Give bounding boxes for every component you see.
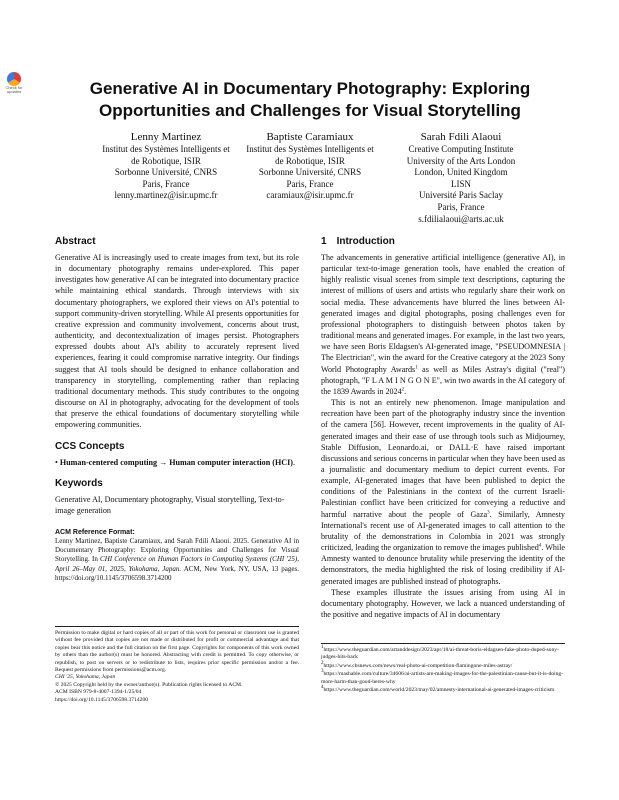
intro-paragraph-1 [321,252,565,397]
author-affiliation: Paris, France [437,201,485,212]
footnote-number: 4 [321,685,324,691]
author-affiliation: Paris, France [286,178,334,189]
permission-notice [55,626,299,704]
footnote-link[interactable]: https://www.theguardian.com/world/2023/may/02/amnesty-international-ai-generated-images-criticism [323,687,555,694]
footnote [321,687,565,694]
isbn-line: ACM ISBN 979-8-4007-1394-1/25/04 [55,689,142,696]
ccs-text: Human-centered computing → Human computer interaction (HCI) [59,457,293,467]
author-email[interactable]: s.fdilialaoui@arts.ac.uk [418,213,504,224]
acm-ref-part-b[interactable]: ACM, New York, NY, USA, 13 pages. https://doi.org/10.1145/3706598.3714200 [55,564,299,582]
author-affiliation: Université Paris Saclay [419,190,503,201]
author-affiliation: London, United Kingdom [414,167,508,178]
author-affiliation: Institut des Systèmes Intelligents et [246,144,374,154]
keywords-heading: Keywords [55,477,103,489]
check-for-updates-badge[interactable] [2,72,26,98]
footnote-number: 1 [321,645,324,651]
intro-paragraph-2 [321,397,565,587]
intro-p2-text-c: . While Amnesty wanted to denounce brutality while preserving the identity of the demonstrators, the media highlighted the risk of losing credibility if AI-generated images are published instead of photographs. [321,543,565,586]
footnote-ref-2[interactable]: 2 [401,387,405,393]
left-column [55,236,299,583]
author-affiliation: Institut des Systèmes Intelligents et [102,144,230,154]
badge-label-1: Check for [5,85,23,90]
footnote [321,660,565,670]
author-affiliation: Sorbonne Université, CNRS [114,167,218,178]
intro-p1-text-b: as well as Miles Astray's digital ("real") photograph, "F L A M I N G O N E", win two awards in the AI category of the 1839 Awards in 2024 [321,364,565,396]
ccs-bullet: • [55,457,58,467]
badge-label-2: updates [6,89,22,94]
author-3 [361,130,561,225]
acm-ref-part-a: Lenny Martinez, Baptiste Caramiaux, and Sarah Fdili Alaoui. 2025. Generative AI in Documentary Photography: Exploring Opportunities and Challenges for Visual Storytelling. In [55,536,299,564]
intro-p2-text-b: . Similarly, Amnesty International's recent use of AI-generated images to call attention to the brutality of the demonstrations in Colombia in 2021 was strongly criticized, leading the organization to remove the images published [321,509,565,553]
acm-ref-venue: CHI Conference on Human Factors in Computing Systems (CHI '25), April 26–May 01, 2025, Yokohama, Japan. [55,555,299,573]
intro-p1-text-c: . [404,386,407,396]
footnote [321,647,565,662]
footnote-link[interactable]: https://www.theguardian.com/artanddesign/2023/apr/18/ai-threat-boris-eldagsen-fake-photo-duped-sony-judges-hits-back [321,647,559,661]
abstract-text: Generative AI is increasingly used to create images from text, but its role in documentary photography remains under-explored. This paper investigates how generative AI can be integrated into documentary practice while maintaining ethical standards. Through interviews with six documentary photographers, we explored their views on AI's potential to support community-driven storytelling. While AI presents opportunities for creative expression and community involvement, concerns about trust, authenticity, and decontextualization of images persist. Photographers expressed doubts about AI's ability to accurately represent lived experiences, fearing it could compromise narrative integrity. Our findings suggest that AI tools should be designed to enhance collaboration and transparency in storytelling, complementing rather than replacing traditional documentary methods. This study contributes to the ongoing discourse on AI in photography, advocating for the development of tools that preserve the ethical foundations of documentary storytelling while empowering communities. [55,253,299,430]
right-column [321,236,565,620]
author-affiliation: Sorbonne Université, CNRS [258,167,362,178]
footnote-number: 2 [321,660,324,666]
footnote-ref-3[interactable]: 3 [487,509,490,515]
author-affiliation: Paris, France [142,178,190,189]
intro-paragraph-3: These examples illustrate the issues arising from using AI in documentary photography. However, we lack a nuanced understanding of the positive and negative impacts of AI in documentary [321,587,565,619]
footnote-ref-1[interactable]: 1 [415,364,418,370]
author-affiliation: de Robotique, ISIR [131,155,201,166]
intro-heading [321,236,565,248]
author-affiliation: LISN [451,178,471,189]
author-affiliation: de Robotique, ISIR [275,155,345,166]
permission-text: Permission to make digital or hard copies of all or part of this work for personal or classroom use is granted without fee provided that copies are not made or distributed for profit or commercial advantage and that copies bear this notice and the full citation on the first page. Copyrights for components of this work owned by others than the author(s) must be honored. Abstracting with credit is permitted. To copy otherwise, or republish, to post on servers or to redistribute to lists, requires prior specific permission and/or a fee. Request permissions from permissions@acm.org. [55,630,299,674]
acm-ref-text [55,537,299,583]
author-name: Lenny Martinez [130,131,202,143]
author-affiliation: University of the Arts London [406,155,516,166]
author-name: Baptiste Caramiaux [266,131,354,143]
intro-p2-text-a: This is not an entirely new phenomenon. Image manipulation and recreation have been part of the photography industry since the invention of the camera [56]. However, recent improvements in the quality of AI-generated images and their ease of use through tools such as Midjourney, Stable Diffusion, Leonardo.ai, or DALL·E have raised important discussions and serious concerns in particular when they have been used as a journalistic and documentary medium to depict current events. For example, AI-generated images that have been published to depict the conditions of the Palestinians in the context of the current Israeli-Palestinian conflict have been criticized for conveying a reductive and harmful narrative about the people of Gaza [321,398,565,519]
conference-line: CHI '25, Yokohama, Japan [55,674,116,681]
ccs-section [55,441,299,468]
footnote [321,671,565,686]
abstract-heading: Abstract [55,236,96,247]
keywords-section [55,478,299,516]
check-for-updates-icon [7,72,21,86]
footnotes [321,643,565,695]
section-title: Introduction [336,236,395,247]
author-email[interactable]: lenny.martinez@isir.upmc.fr [114,190,218,201]
footnote-link[interactable]: https://mashable.com/culture/34606/ai-artists-are-making-images-for-the-palestinian-cause-but-it-is-doing-more-harm-than-good-heres-why [321,671,564,685]
author-affiliation: Creative Computing Institute [408,144,514,154]
footnote-number: 3 [321,669,324,675]
author-email[interactable]: caramiaux@isir.upmc.fr [266,190,354,201]
ccs-concepts [55,457,299,468]
acm-ref-heading: ACM Reference Format: [55,528,135,536]
footnote-ref-4[interactable]: 4 [538,543,542,549]
author-name: Sarah Fdili Alaoui [420,131,502,143]
copyright-line: © 2025 Copyright held by the owner/author(s). Publication rights licensed to ACM. [55,681,243,688]
intro-p1-text-a: The advancements in generative artificial intelligence (generative AI), in particular text-to-image generation tools, have enabled the creation of highly realistic visual scenes from simple text descriptions, capturing the interest of millions of users and artists who regularly share their work on social media. These advancements have blurred the lines between AI-generated images and digital photographs, posing challenges even for professional photographers to distinguish between photos taken by traditional means and generated images. For example, in the last two years, we have seen Boris Eldagsen's AI-generated image, "PSEUDOMNESIA | The Electrician", win the award for the Creative category at the 2023 Sony World Photography Awards [321,253,565,374]
footnote-link[interactable]: https://www.cbsnews.com/news/real-photo-ai-competition-flamingone-miles-astray/ [323,662,513,669]
ccs-heading: CCS Concepts [55,440,125,452]
ccs-period: . [292,457,295,467]
doi-link[interactable]: https://doi.org/10.1145/3706598.3714200 [55,696,149,703]
section-number: 1 [321,236,327,247]
keywords-text: Generative AI, Documentary photography, Visual storytelling, Text-to-image generation [55,494,285,515]
paper-title: Generative AI in Documentary Photography: Exploring Opportunities and Challenges for Visual Storytelling [89,79,531,120]
